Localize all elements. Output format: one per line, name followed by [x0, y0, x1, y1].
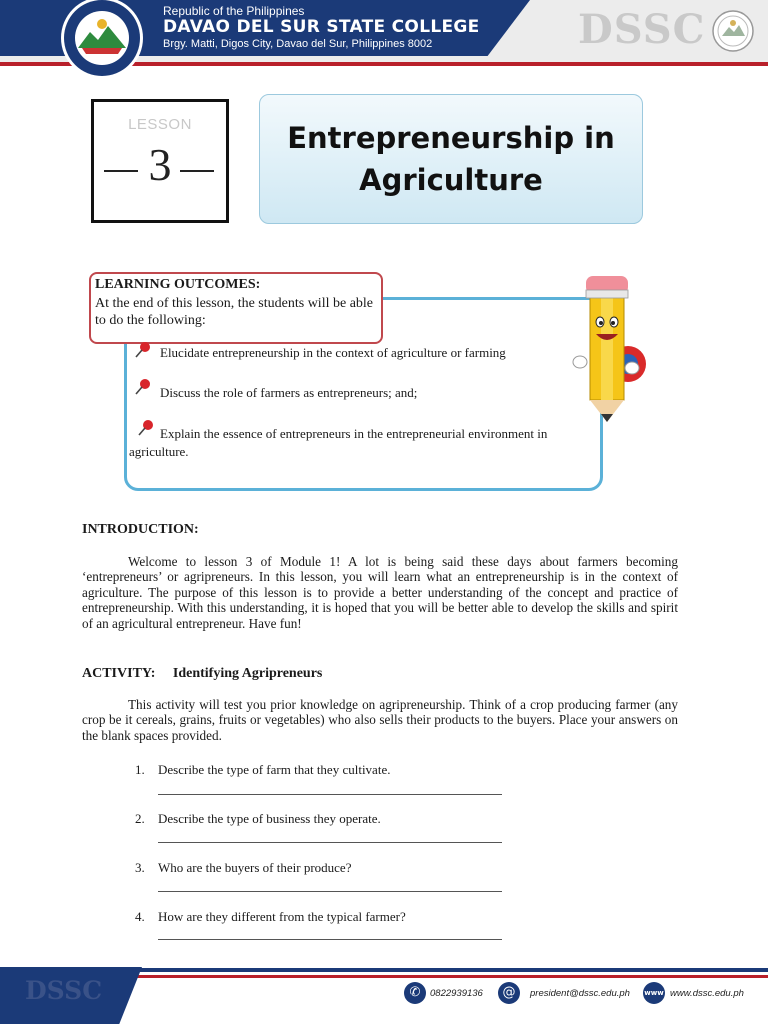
pushpin-icon — [134, 378, 152, 396]
outcomes-heading: LEARNING OUTCOMES: — [95, 277, 261, 292]
activity-heading-title: Identifying Agripreneurs — [172, 666, 323, 681]
footer-phone: 0822939136 — [430, 988, 483, 999]
lesson-title-box — [259, 94, 643, 224]
question-text: Describe the type of business they operate. — [158, 811, 381, 826]
college-name: DAVAO DEL SUR STATE COLLEGE — [163, 17, 480, 37]
phone-icon: ✆ — [404, 982, 426, 1004]
answer-blank-line[interactable] — [158, 891, 502, 892]
outcome-item: Explain the essence of entrepreneurs in the entrepreneurial environment in — [160, 426, 548, 441]
lesson-label: LESSON — [128, 116, 192, 133]
lesson-title — [260, 117, 642, 201]
lesson-title-line2: Agriculture — [359, 163, 543, 197]
outcome-item-continued: agriculture. — [129, 444, 189, 459]
outcomes-heading-box — [89, 272, 383, 344]
footer-email[interactable]: president@dssc.edu.ph — [530, 988, 630, 999]
header-brand: DSSC — [578, 6, 706, 53]
footer-red-line — [128, 975, 768, 978]
activity-heading-label: ACTIVITY: — [82, 666, 156, 681]
pencil-mascot-icon — [570, 272, 658, 427]
outcome-item: Discuss the role of farmers as entrepreneurs; and; — [160, 385, 418, 400]
footer-blue-line — [120, 968, 768, 972]
introduction-heading: INTRODUCTION: — [82, 522, 199, 537]
question-number: 1. — [135, 762, 145, 777]
outcome-item: Elucidate entrepreneurship in the context of agriculture or farming — [160, 345, 506, 360]
question-text: Describe the type of farm that they cultivate. — [158, 762, 391, 777]
lesson-number-box — [91, 99, 229, 223]
lesson-title-line1: Entrepreneurship in — [287, 121, 615, 155]
question-number: 4. — [135, 909, 145, 924]
college-logo-icon — [712, 10, 754, 52]
at-icon: @ — [498, 982, 520, 1004]
college-address: Brgy. Matti, Digos City, Davao del Sur, Philippines 8002 — [163, 38, 433, 50]
activity-heading — [82, 666, 322, 682]
college-seal-icon — [60, 0, 144, 80]
answer-blank-line[interactable] — [158, 794, 502, 795]
pushpin-icon — [134, 341, 152, 359]
answer-blank-line[interactable] — [158, 842, 502, 843]
republic-text: Republic of the Philippines — [163, 4, 305, 18]
outcomes-intro: At the end of this lesson, the students will be able to do the following: — [95, 296, 374, 328]
question-number: 3. — [135, 860, 145, 875]
lesson-number: 3 — [148, 139, 172, 190]
www-icon: www — [643, 982, 665, 1004]
lesson-dash-right — [180, 170, 214, 172]
footer-website[interactable]: www.dssc.edu.ph — [670, 988, 744, 999]
pushpin-icon — [137, 419, 155, 437]
question-number: 2. — [135, 811, 145, 826]
footer-brand: DSSC — [25, 976, 103, 1005]
question-text: How are they different from the typical farmer? — [158, 909, 406, 924]
answer-blank-line[interactable] — [158, 939, 502, 940]
question-text: Who are the buyers of their produce? — [158, 860, 352, 875]
activity-paragraph: This activity will test you prior knowledge on agripreneurship. Think of a crop producing farmer (any crop be it cereals, grains, fruits or vegetables) who also sells their products to the buyers. Place your answers on the blank spaces provided. — [82, 697, 678, 743]
introduction-paragraph: Welcome to lesson 3 of Module 1! A lot is being said these days about farmers becoming ‘entrepreneurs’ or agripreneurs. In this lesson, you will learn what an entrepreneurship is in the context of agriculture. The purpose of this lesson is to provide a better understanding of the concept and practice of entrepreneurship. With this understanding, it is hoped that you will be better able to develop the skills and spirit of an agricultural entrepreneur. Have fun! — [82, 554, 678, 631]
